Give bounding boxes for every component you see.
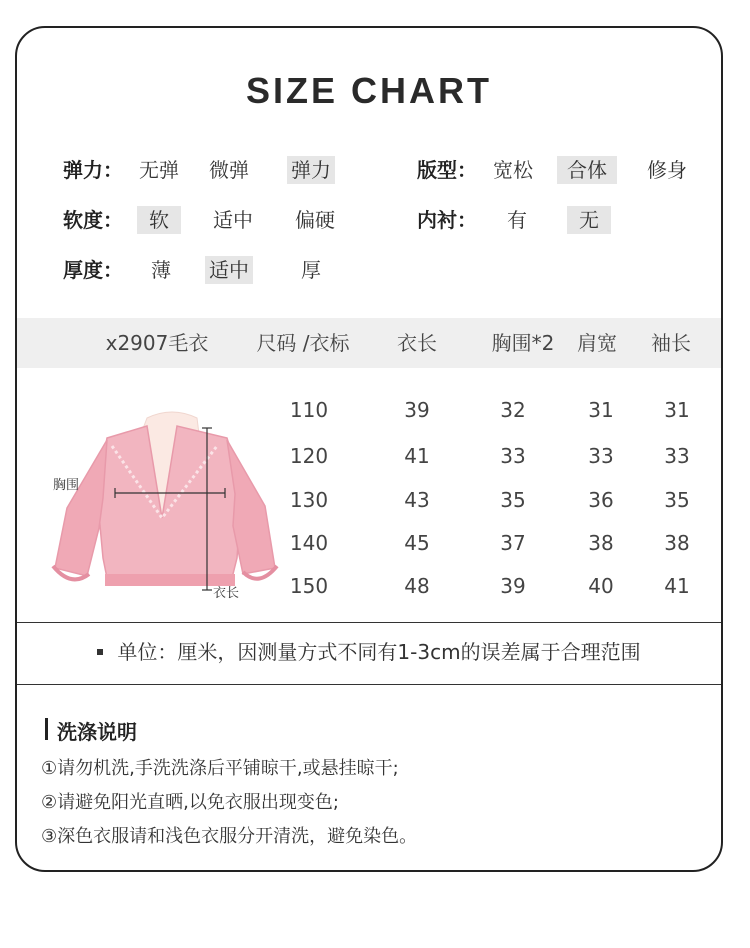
- elasticity-option-1: 无弹: [139, 158, 179, 182]
- cell-size: 130: [289, 488, 329, 512]
- cell-shoulder: 36: [588, 488, 614, 512]
- header-product: x2907毛衣: [105, 331, 209, 355]
- cell-shoulder: 38: [588, 531, 614, 555]
- cell-sleeve: 33: [664, 444, 690, 468]
- cell-shoulder: 31: [588, 398, 614, 422]
- lining-option-1: 有: [507, 208, 527, 232]
- thickness-option-3: 厚: [301, 258, 321, 282]
- sweater-icon: [37, 398, 287, 628]
- length-measure-label: 衣长: [213, 586, 240, 601]
- bullet-icon: [97, 649, 103, 655]
- wash-title: 洗涤说明: [57, 720, 137, 744]
- cell-shoulder: 40: [588, 574, 614, 598]
- cell-sleeve: 41: [664, 574, 690, 598]
- wash-instruction-3: ③深色衣服请和浅色衣服分开清洗，避免染色。: [41, 826, 418, 847]
- softness-label: 软度：: [63, 208, 123, 232]
- header-shoulder: 肩宽: [577, 331, 617, 355]
- cell-length: 39: [404, 398, 430, 422]
- size-table-header: [17, 318, 721, 368]
- wash-instruction-1: ①请勿机洗,手洗洗涤后平铺晾干,或悬挂晾干;: [41, 758, 399, 779]
- cell-chest: 35: [500, 488, 526, 512]
- softness-option-2: 适中: [213, 208, 253, 232]
- cell-chest: 39: [500, 574, 526, 598]
- cell-length: 48: [404, 574, 430, 598]
- header-length: 衣长: [397, 331, 437, 355]
- fit-option-1: 宽松: [493, 158, 533, 182]
- fit-label: 版型：: [417, 158, 477, 182]
- sweater-illustration: [37, 398, 287, 628]
- wash-instruction-2: ②请避免阳光直晒,以免衣服出现变色;: [41, 792, 339, 813]
- cell-length: 41: [404, 444, 430, 468]
- header-size: 尺码 /衣标: [256, 331, 350, 355]
- fit-option-3: 修身: [647, 158, 687, 182]
- size-chart-card: [15, 26, 723, 872]
- measurement-note-text: 单位：厘米，因测量方式不同有1-3cm的误差属于合理范围: [117, 640, 641, 664]
- header-chest: 胸围*2: [491, 331, 555, 355]
- elasticity-label: 弹力：: [63, 158, 123, 182]
- divider-top: [17, 622, 721, 623]
- cell-chest: 33: [500, 444, 526, 468]
- fit-option-selected: 合体: [557, 156, 617, 184]
- cell-shoulder: 33: [588, 444, 614, 468]
- cell-sleeve: 35: [664, 488, 690, 512]
- cell-sleeve: 38: [664, 531, 690, 555]
- thickness-label: 厚度：: [63, 258, 123, 282]
- measurement-note: [17, 636, 721, 665]
- cell-length: 43: [404, 488, 430, 512]
- header-sleeve: 袖长: [651, 331, 691, 355]
- thickness-option-selected: 适中: [205, 256, 253, 284]
- divider-bottom: [17, 684, 721, 685]
- lining-option-selected: 无: [567, 206, 611, 234]
- section-bar-icon: [45, 718, 48, 740]
- chest-measure-label: 胸围: [53, 478, 80, 493]
- cell-size: 120: [289, 444, 329, 468]
- cell-size: 110: [289, 398, 329, 422]
- chart-title: SIZE CHART: [246, 70, 492, 111]
- cell-size: 150: [289, 574, 329, 598]
- cell-size: 140: [289, 531, 329, 555]
- cell-chest: 32: [500, 398, 526, 422]
- softness-option-3: 偏硬: [295, 208, 335, 232]
- softness-option-selected: 软: [137, 206, 181, 234]
- elasticity-option-selected: 弹力: [287, 156, 335, 184]
- lining-label: 内衬：: [417, 208, 477, 232]
- elasticity-option-2: 微弹: [209, 158, 249, 182]
- cell-length: 45: [404, 531, 430, 555]
- thickness-option-1: 薄: [151, 258, 171, 282]
- cell-sleeve: 31: [664, 398, 690, 422]
- cell-chest: 37: [500, 531, 526, 555]
